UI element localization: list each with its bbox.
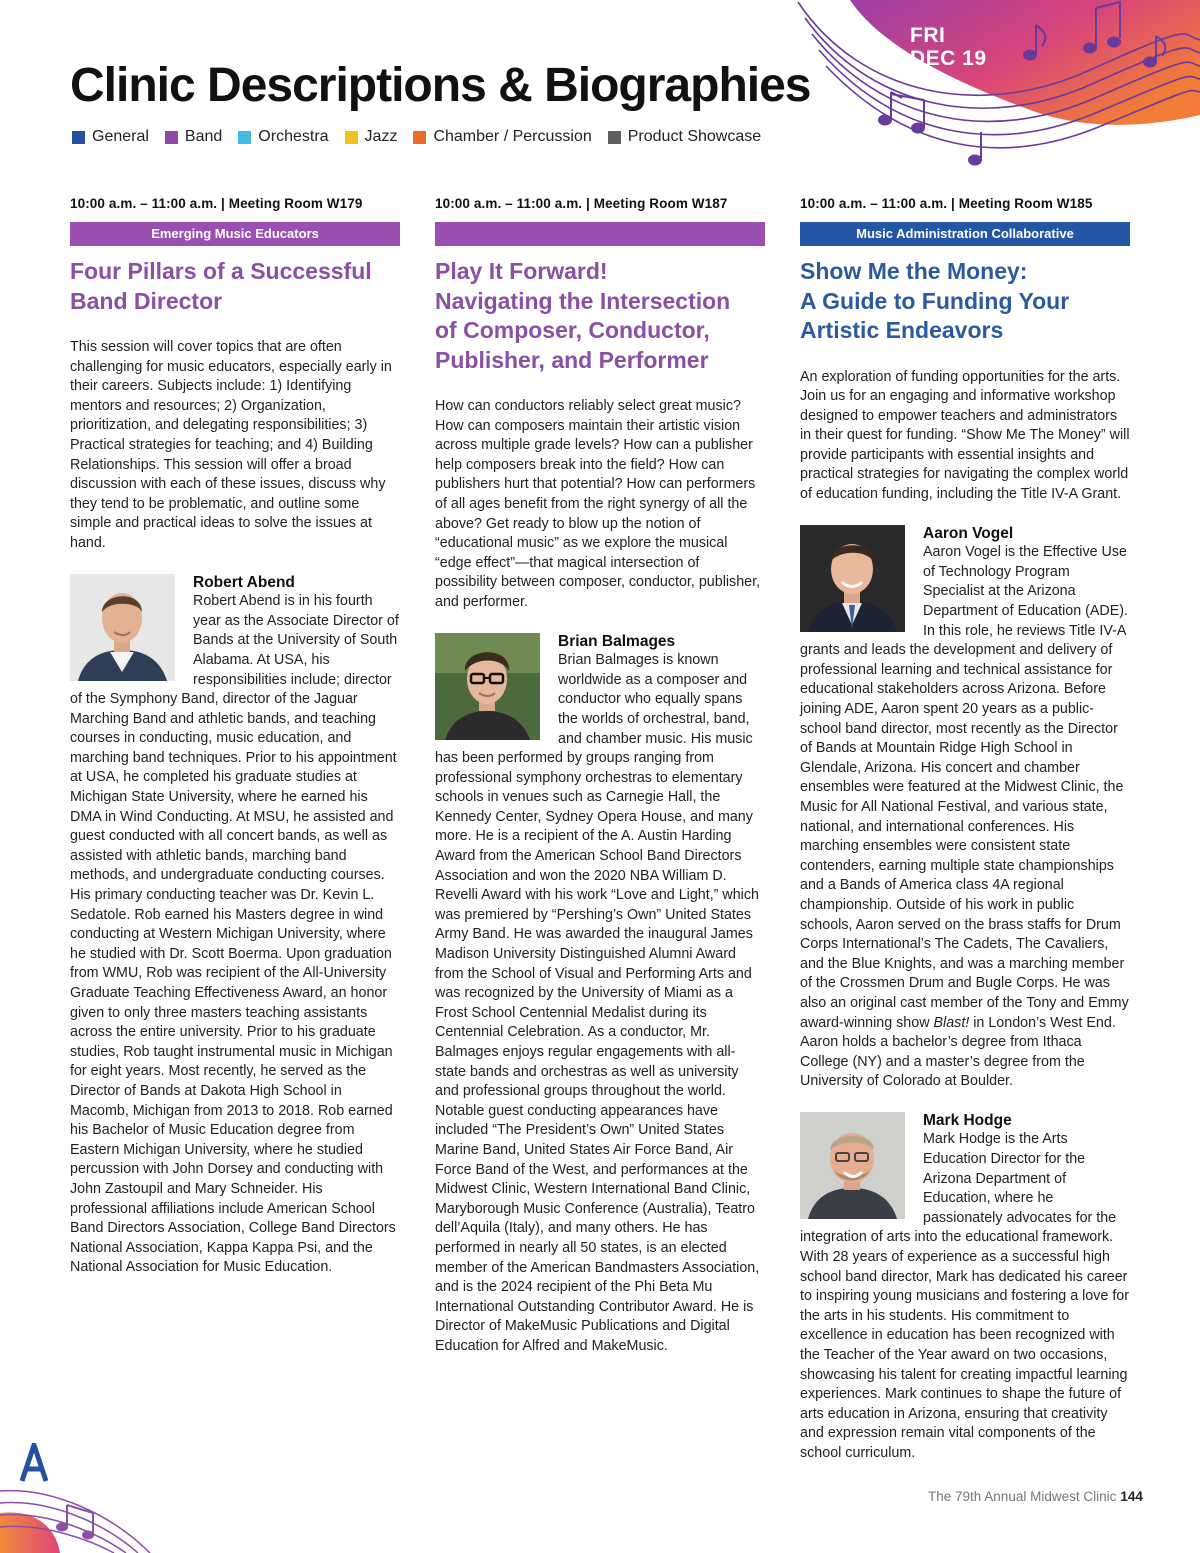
presenter-name: Aaron Vogel xyxy=(923,524,1014,542)
legend-label: Band xyxy=(184,128,223,145)
presenter-name: Brian Balmages xyxy=(558,632,676,650)
legend-swatch xyxy=(238,131,251,144)
legend-item-general xyxy=(72,128,149,146)
session-title-line: Four Pillars of a Successful xyxy=(70,258,372,284)
session-title-line: Artistic Endeavors xyxy=(800,317,1004,343)
session-time-room: 10:00 a.m. – 11:00 a.m. | Meeting Room W185 xyxy=(800,196,1093,211)
presenter-bio-text-part: Aaron Vogel is the Effective Use of Technology Program Specialist at the Arizona Department of Education (ADE). In this role, he reviews Title IV-A grants and leads the development and delivery of professional learning and technical assistance for educational stakeholders across Arizona. Before joining ADE, Aaron spent 20 years as a public-school band director, most recently as the Director of Bands at Mountain Ridge High School in Glendale, Arizona. His concert and chamber ensembles were featured at the Midwest Clinic, the Music for All National Festival, and various state, national, and international conferences. His marching ensembles were consistent state contenders, earning multiple state championships and a Bands of America class 4A regional championship. Outside of his work in public schools, Aaron served on the brass staffs for Drum Corps International’s The Cadets, The Cavaliers, and the Blue Knights, and was a marching member of the Crossmen Drum and Bugle Corps. He was also an original cast member of the Tony and Emmy award-winning show xyxy=(800,544,1129,1031)
page-number: 144 xyxy=(1120,1489,1143,1504)
presenter-name: Mark Hodge xyxy=(923,1111,1012,1129)
session-time-room: 10:00 a.m. – 11:00 a.m. | Meeting Room W187 xyxy=(435,196,728,211)
presenter-bio xyxy=(800,1111,1130,1464)
session-title xyxy=(70,257,400,316)
session-column-2 xyxy=(435,196,765,1357)
legend-swatch xyxy=(345,131,358,144)
legend-swatch xyxy=(608,131,621,144)
session-description: This session will cover topics that are often challenging for music educators, especially early in their careers. Subjects include: 1) Identifying mentors and resources; 2) Organization, prioritization, and delegating responsibilities; 3) Practical strategies for teaching; and 4) Building Relationships. This session will offer a broad discussion with each of these issues, discuss why they tend to be problematic, and outline some simple and practical ideas to solve the issues at hand. xyxy=(70,339,392,551)
track-banner: Emerging Music Educators xyxy=(70,222,400,246)
session-title-line: A Guide to Funding Your xyxy=(800,287,1070,314)
session-column-3 xyxy=(800,196,1130,1464)
session-description: An exploration of funding opportunities for the arts. Join us for an engaging and informative workshop designed to empower teachers and administrators in their quest for funding. “Show Me The Money” will provide participants with essential insights and practical strategies for navigating the complex world of education funding, including the Title IV-A Grant. xyxy=(800,368,1130,503)
presenter-bio xyxy=(800,524,1130,1092)
legend-item-jazz xyxy=(345,128,398,146)
page-title: Clinic Descriptions & Biographies xyxy=(70,59,811,112)
session-title-line: Show Me the Money: xyxy=(800,258,1028,284)
page-footer xyxy=(928,1489,1143,1504)
session-title xyxy=(800,257,1130,346)
presenter-bio-text: Robert Abend is in his fourth year as the Associate Director of Bands at the University of South Alabama. At USA, his responsibilities include; director of the Symphony Band, director of the Jaguar Marching Band and athletic bands, and teaching courses in conducting, music education, and marching band techniques. Prior to his appointment at USA, he completed his graduate studies at Michigan State University, where he earned his DMA in Wind Conducting. At MSU, he assisted and guest conducted with all concert bands, as well as assisted with athletic bands, marching band methods, and undergraduate conducting courses. His primary conducting teacher was Dr. Kevin L. Sedatole. Rob earned his Masters degree in wind conducting at Western Michigan University, where he studied with Dr. Scott Boerma. Upon graduation from WMU, Rob was recipient of the All-University Graduate Teaching Effectiveness Award, an honor given to only three masters teaching assistants across the entire university. Prior to his graduate studies, Rob taught instrumental music in Michigan for eight years. Most recently, he served as the Director of Bands at Dakota High School in Macomb, Michigan from 2013 to 2018. Rob earned his Bachelor of Music Education degree from Eastern Michigan University, where he studied percussion with John Dorsey and conducting with John Zastoupil and Mary Schneider. His professional affiliations include American School Band Directors Association, College Band Directors National Association, Kappa Kappa Psi, and the National Association for Music Education. xyxy=(70,593,399,1276)
presenter-headshot xyxy=(70,574,175,681)
legend-label: General xyxy=(92,128,149,145)
legend-item-band xyxy=(165,128,222,146)
session-title-line: Play It Forward! xyxy=(435,258,608,284)
date-badge-day: FRI xyxy=(910,24,946,47)
presenter-bio-text-part: in London’s West End. Aaron holds a bachelor’s degree from Ithaca College (NY) and a master’s degree from the University of Colorado at Boulder. xyxy=(800,1014,1116,1090)
presenter-bio xyxy=(70,573,400,1278)
legend-swatch xyxy=(72,131,85,144)
session-column-1 xyxy=(70,196,400,1278)
presenter-headshot xyxy=(435,633,540,740)
legend-item-orchestra xyxy=(238,128,328,146)
session-title-line: Publisher, and Performer xyxy=(435,346,709,373)
legend-label: Product Showcase xyxy=(627,128,762,145)
legend-item-chamber xyxy=(413,128,591,146)
legend-label: Orchestra xyxy=(258,128,329,145)
session-title-line: Band Director xyxy=(70,287,223,314)
presenter-bio xyxy=(435,632,765,1357)
show-title-italic: Blast! xyxy=(933,1014,970,1031)
session-title xyxy=(435,257,765,375)
footer-publication: The 79th Annual Midwest Clinic xyxy=(928,1489,1117,1504)
date-badge xyxy=(910,24,987,70)
session-title-line: Navigating the Intersection xyxy=(435,287,731,314)
legend-swatch xyxy=(165,131,178,144)
session-title-line: of Composer, Conductor, xyxy=(435,317,710,343)
presenter-headshot xyxy=(800,1112,905,1219)
session-description: How can conductors reliably select great music? How can composers maintain their artistic vision across multiple grade levels? How can a publisher help composers break into the field? How can publishers hurt that potential? How can performers of all ages benefit from the right synergy of all the above? Get ready to blow up the notion of “educational music” as we explore the musical “edge effect”—that magical intersection of possibility between composer, conductor, publisher, and performer. xyxy=(435,398,761,610)
music-staff-decoration xyxy=(790,0,1200,180)
track-banner: Music Administration Collaborative xyxy=(800,222,1130,246)
track-legend xyxy=(72,128,761,146)
session-time-room: 10:00 a.m. – 11:00 a.m. | Meeting Room W179 xyxy=(70,196,363,211)
midwest-clinic-logo xyxy=(0,1443,160,1553)
legend-swatch xyxy=(413,131,426,144)
legend-label: Jazz xyxy=(364,128,398,145)
track-banner xyxy=(435,222,765,246)
presenter-bio-text: Mark Hodge is the Arts Education Director for the Arizona Department of Education, where he passionately advocates for the integration of arts into the educational framework. With 28 years of experience as a successful high school band director, Mark has dedicated his career to inspiring young musicians and fostering a love for the arts in his students. His commitment to excellence in education has been recognized with the Teacher of the Year award on two occasions, showcasing his talent for creating impactful learning experiences. Mark continues to shape the future of arts education in Arizona, ensuring that creativity and expression remain vital components of the school curriculum. xyxy=(800,1131,1130,1461)
date-badge-date: DEC 19 xyxy=(910,47,987,70)
legend-item-product-showcase xyxy=(608,128,761,146)
presenter-name: Robert Abend xyxy=(193,573,295,591)
presenter-bio-text: Brian Balmages is known worldwide as a composer and conductor who equally spans the worlds of orchestral, band, and chamber music. His music has been performed by groups ranging from professional symphony orchestras to elementary schools in venues such as Carnegie Hall, the Kennedy Center, Sydney Opera House, and many more. He is a recipient of the A. Austin Harding Award from the American School Band Directors Association and won the 2020 NBA William D. Revelli Award with his work “Love and Light,” which was premiered by “Pershing’s Own” United States Army Band. He was awarded the inaugural James Madison University Distinguished Alumni Award from the School of Visual and Performing Arts and was recognized by the University of Miami as a Frost School Centennial Medalist during its Centennial Celebration. As a conductor, Mr. Balmages enjoys regular engagements with all-state bands and orchestras as well as university and professional groups throughout the world. Notable guest conducting appearances have included “The President’s Own” United States Marine Band, United States Air Force Band, Air Force Band of the West, and performances at the Midwest Clinic, Western International Band Clinic, Maryborough Music Conference (Australia), Teatro dell’Aquila (Italy), and many others. He has performed in nearly all 50 states, is an elected member of the American Bandmasters Association, and is the 2024 recipient of the Phi Beta Mu International Outstanding Contributor Award. He is Director of MakeMusic Publications and Digital Education for Alfred and MakeMusic. xyxy=(435,652,760,1354)
presenter-headshot xyxy=(800,525,905,632)
legend-label: Chamber / Percussion xyxy=(433,128,592,145)
